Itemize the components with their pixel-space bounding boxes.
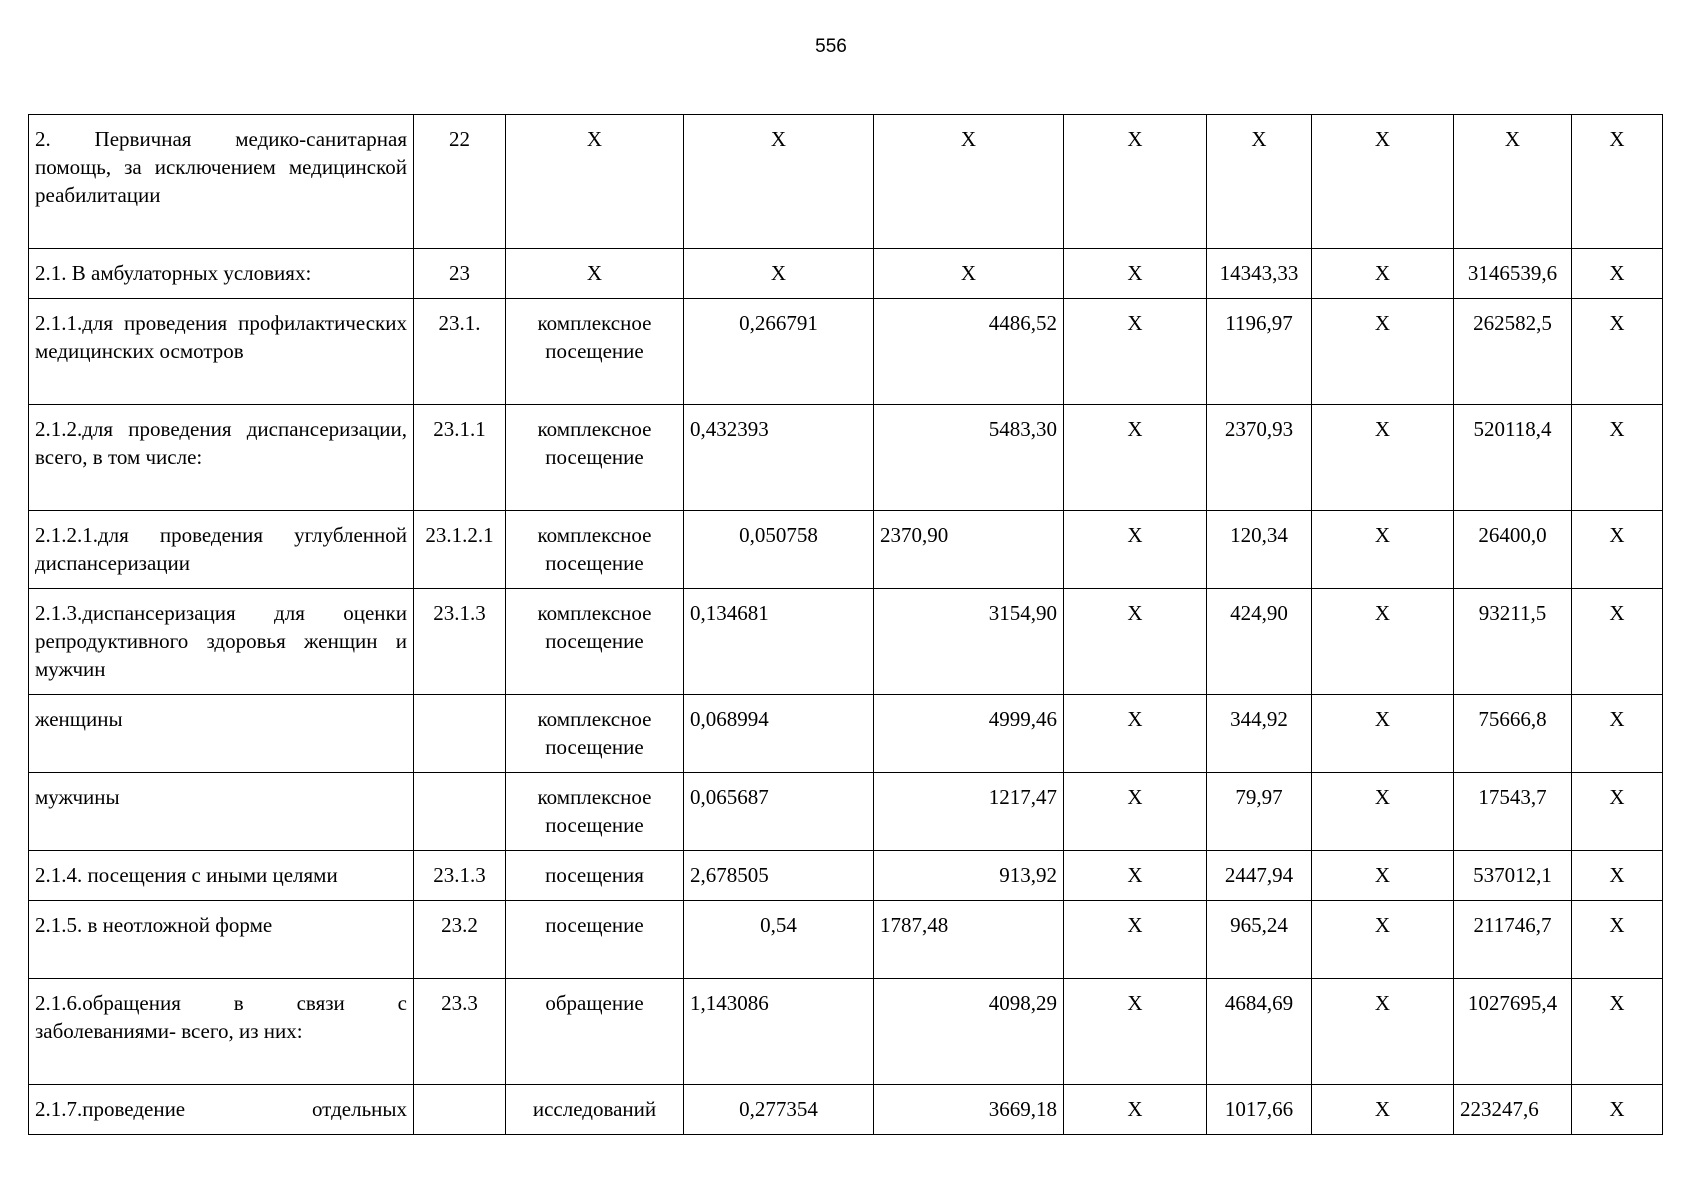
row-col10: Х: [1572, 405, 1663, 511]
row-name: 2.1.2.1.для проведения углубленной диспансеризации: [29, 511, 414, 589]
row-col8: Х: [1312, 299, 1454, 405]
row-col10: Х: [1572, 249, 1663, 299]
row-norm: Х: [684, 249, 874, 299]
row-col10: Х: [1572, 901, 1663, 979]
row-col6: Х: [1064, 589, 1207, 695]
row-name: 2. Первичная медико-санитарная помощь, за исключением медицинской реабилитации: [29, 115, 414, 249]
row-col7: 424,90: [1207, 589, 1312, 695]
row-col8: Х: [1312, 589, 1454, 695]
table-row: [29, 979, 1663, 1085]
row-col6: Х: [1064, 511, 1207, 589]
table-row: [29, 695, 1663, 773]
row-col9: 211746,7: [1454, 901, 1572, 979]
row-code: [414, 1085, 506, 1135]
row-cost: 913,92: [874, 851, 1064, 901]
row-code: 23.1.2.1: [414, 511, 506, 589]
row-unit: комплексное посещение: [506, 695, 684, 773]
row-col8: Х: [1312, 511, 1454, 589]
row-cost: 2370,90: [874, 511, 1064, 589]
row-col7: 2370,93: [1207, 405, 1312, 511]
row-col10: Х: [1572, 1085, 1663, 1135]
row-norm: 0,266791: [684, 299, 874, 405]
row-col9: 223247,6: [1454, 1085, 1572, 1135]
row-name: 2.1.3.диспансеризация для оценки репродуктивного здоровья женщин и мужчин: [29, 589, 414, 695]
row-cost: 3669,18: [874, 1085, 1064, 1135]
row-name: 2.1. В амбулаторных условиях:: [29, 249, 414, 299]
row-name: 2.1.5. в неотложной форме: [29, 901, 414, 979]
table-row: [29, 115, 1663, 249]
row-name: 2.1.6.обращения в связи с заболеваниями- всего, из них:: [29, 979, 414, 1085]
table-row: [29, 511, 1663, 589]
row-col6: Х: [1064, 901, 1207, 979]
row-cost: 4098,29: [874, 979, 1064, 1085]
table-row: [29, 1085, 1663, 1135]
row-col6: Х: [1064, 1085, 1207, 1135]
row-unit: Х: [506, 115, 684, 249]
row-code: [414, 695, 506, 773]
row-col9: 26400,0: [1454, 511, 1572, 589]
row-col6: Х: [1064, 115, 1207, 249]
row-col7: 4684,69: [1207, 979, 1312, 1085]
row-col10: Х: [1572, 511, 1663, 589]
row-code: 23.1.3: [414, 589, 506, 695]
row-code: [414, 773, 506, 851]
row-col8: Х: [1312, 851, 1454, 901]
data-table: [28, 114, 1663, 1135]
row-norm: 0,54: [684, 901, 874, 979]
table-row: [29, 249, 1663, 299]
row-col9: 1027695,4: [1454, 979, 1572, 1085]
row-col6: Х: [1064, 299, 1207, 405]
row-col7: 120,34: [1207, 511, 1312, 589]
row-cost: 4486,52: [874, 299, 1064, 405]
row-col9: 3146539,6: [1454, 249, 1572, 299]
row-col8: Х: [1312, 405, 1454, 511]
row-col8: Х: [1312, 979, 1454, 1085]
row-col6: Х: [1064, 851, 1207, 901]
row-norm: 0,432393: [684, 405, 874, 511]
row-unit: комплексное посещение: [506, 299, 684, 405]
row-unit: комплексное посещение: [506, 773, 684, 851]
row-unit: исследований: [506, 1085, 684, 1135]
row-col9: 75666,8: [1454, 695, 1572, 773]
row-col8: Х: [1312, 1085, 1454, 1135]
row-col6: Х: [1064, 695, 1207, 773]
row-col9: 17543,7: [1454, 773, 1572, 851]
row-unit: комплексное посещение: [506, 405, 684, 511]
row-col6: Х: [1064, 773, 1207, 851]
row-col10: Х: [1572, 589, 1663, 695]
row-norm: 1,143086: [684, 979, 874, 1085]
row-cost: 5483,30: [874, 405, 1064, 511]
row-name: 2.1.4. посещения с иными целями: [29, 851, 414, 901]
row-col7: 1196,97: [1207, 299, 1312, 405]
row-unit: комплексное посещение: [506, 589, 684, 695]
table-row: [29, 851, 1663, 901]
row-col8: Х: [1312, 249, 1454, 299]
row-col10: Х: [1572, 979, 1663, 1085]
row-norm: Х: [684, 115, 874, 249]
row-code: 23.1.3: [414, 851, 506, 901]
row-col9: Х: [1454, 115, 1572, 249]
row-cost: 4999,46: [874, 695, 1064, 773]
row-name: 2.1.7.проведение отдельных: [29, 1085, 414, 1135]
row-cost: 3154,90: [874, 589, 1064, 695]
row-name: мужчины: [29, 773, 414, 851]
row-col7: 2447,94: [1207, 851, 1312, 901]
row-col7: 1017,66: [1207, 1085, 1312, 1135]
table-row: [29, 405, 1663, 511]
row-cost: Х: [874, 115, 1064, 249]
row-col8: Х: [1312, 695, 1454, 773]
row-unit: Х: [506, 249, 684, 299]
row-name: 2.1.2.для проведения диспансеризации, всего, в том числе:: [29, 405, 414, 511]
row-unit: комплексное посещение: [506, 511, 684, 589]
row-col10: Х: [1572, 773, 1663, 851]
row-col10: Х: [1572, 299, 1663, 405]
row-unit: посещение: [506, 901, 684, 979]
row-col10: Х: [1572, 695, 1663, 773]
row-col7: 344,92: [1207, 695, 1312, 773]
row-name: 2.1.1.для проведения профилактических медицинских осмотров: [29, 299, 414, 405]
row-code: 23: [414, 249, 506, 299]
row-col9: 262582,5: [1454, 299, 1572, 405]
row-col9: 537012,1: [1454, 851, 1572, 901]
table-body: [29, 115, 1663, 1135]
row-cost: 1787,48: [874, 901, 1064, 979]
page-number: 556: [815, 36, 847, 57]
row-col10: Х: [1572, 851, 1663, 901]
row-col8: Х: [1312, 901, 1454, 979]
row-code: 23.1.: [414, 299, 506, 405]
row-col10: Х: [1572, 115, 1663, 249]
row-code: 23.1.1: [414, 405, 506, 511]
row-col7: 965,24: [1207, 901, 1312, 979]
row-col8: Х: [1312, 773, 1454, 851]
row-code: 22: [414, 115, 506, 249]
table-row: [29, 773, 1663, 851]
row-col7: Х: [1207, 115, 1312, 249]
row-unit: обращение: [506, 979, 684, 1085]
row-norm: 0,065687: [684, 773, 874, 851]
row-norm: 0,068994: [684, 695, 874, 773]
row-col7: 79,97: [1207, 773, 1312, 851]
row-code: 23.2: [414, 901, 506, 979]
row-col9: 520118,4: [1454, 405, 1572, 511]
row-col7: 14343,33: [1207, 249, 1312, 299]
table-row: [29, 901, 1663, 979]
row-norm: 0,134681: [684, 589, 874, 695]
row-norm: 2,678505: [684, 851, 874, 901]
row-col8: Х: [1312, 115, 1454, 249]
row-name: женщины: [29, 695, 414, 773]
row-norm: 0,050758: [684, 511, 874, 589]
table-row: [29, 589, 1663, 695]
row-col6: Х: [1064, 249, 1207, 299]
row-col6: Х: [1064, 979, 1207, 1085]
row-code: 23.3: [414, 979, 506, 1085]
table-row: [29, 299, 1663, 405]
row-col9: 93211,5: [1454, 589, 1572, 695]
row-col6: Х: [1064, 405, 1207, 511]
row-norm: 0,277354: [684, 1085, 874, 1135]
row-cost: 1217,47: [874, 773, 1064, 851]
row-unit: посещения: [506, 851, 684, 901]
row-cost: Х: [874, 249, 1064, 299]
